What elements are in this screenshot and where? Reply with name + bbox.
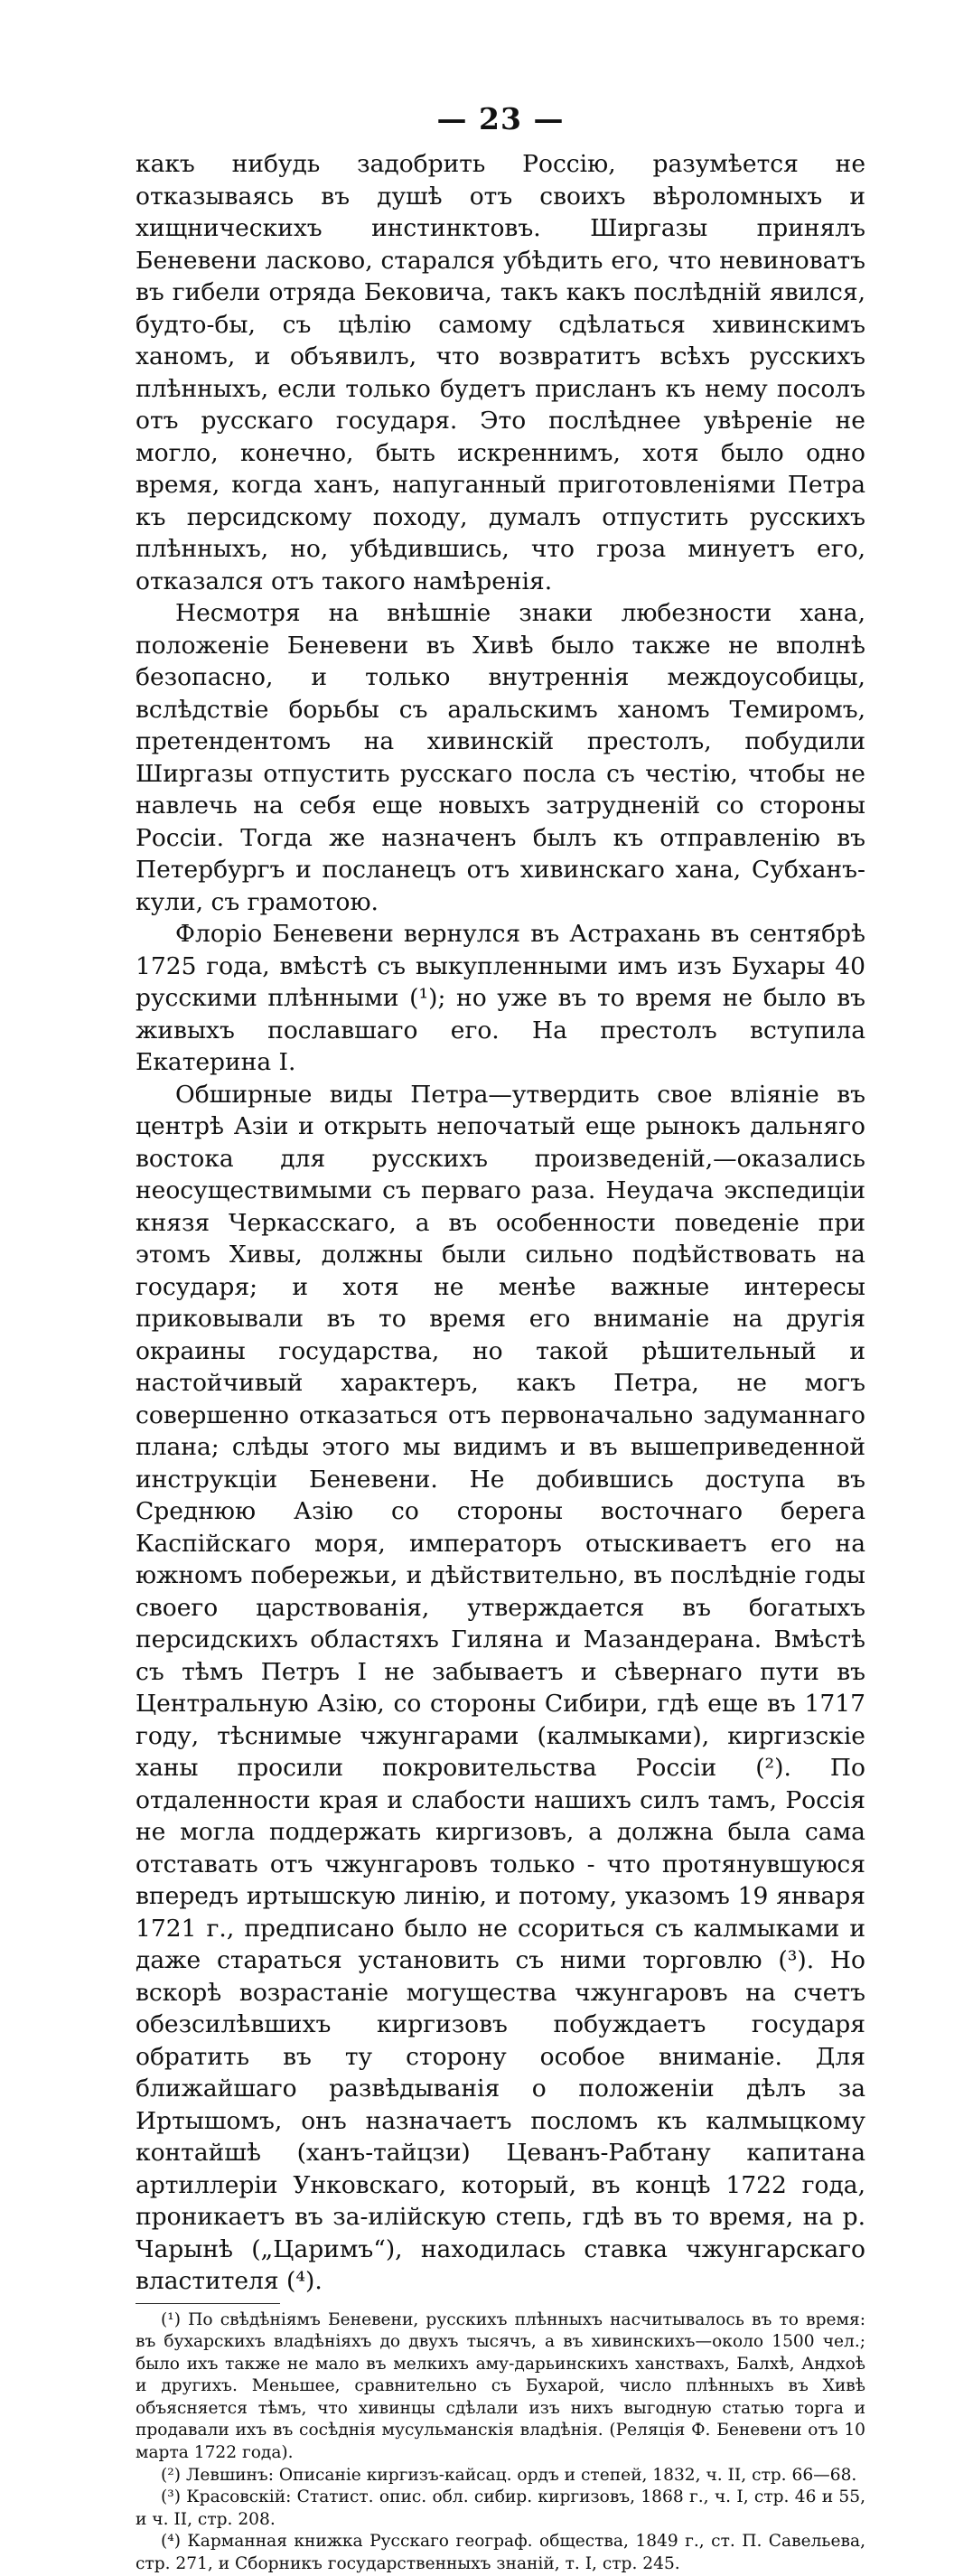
book-page xyxy=(136,99,865,2576)
footnote: (¹) По свѣдѣніямъ Беневени, русскихъ плѣнныхъ насчитывалось въ то время: въ бухарскихъ владѣніяхъ до двухъ тысячъ, а въ хивинскихъ—около 1500 чел.; было ихъ также не мало въ мелкихъ аму-дарьинскихъ ханствахъ, Балхѣ, Андхоѣ и другихъ. Меньшее, сравнительно съ Бухарой, число плѣнныхъ въ Хивѣ объясняется тѣмъ, что хивинцы сдѣлали изъ нихъ выгодную статью торга и продавали ихъ въ сосѣднія мусульманскія владѣнія. (Реляція Ф. Беневени отъ 10 марта 1722 года). xyxy=(136,2309,865,2463)
footnote: (³) Красовскій: Статист. опис. обл. сибир. киргизовъ, 1868 г., ч. I, стр. 46 и 55, и ч. II, стр. 208. xyxy=(136,2487,865,2529)
footnote: (⁴) Карманная книжка Русскаго географ. общества, 1849 г., ст. П. Савельева, стр. 271, и Сборникъ государственныхъ знаній, т. I, стр. 245. xyxy=(136,2532,865,2574)
paragraph: какъ нибудь задобрить Россію, разумѣется не отказываясь въ душѣ отъ своихъ вѣроломныхъ и хищническихъ инстинктовъ. Ширгазы принялъ Беневени ласково, старался убѣдить его, что невиноватъ въ гибели отряда Бековича, такъ какъ послѣдній явился, будто-бы, съ цѣлію самому сдѣлаться хивинскимъ ханомъ, и объявилъ, что возвратитъ всѣхъ русскихъ плѣнныхъ, если только будетъ присланъ къ нему посолъ отъ русскаго государя. Это послѣднее увѣреніе не могло, конечно, быть искреннимъ, хотя было одно время, когда ханъ, напуганный приготовленіями Петра къ персидскому походу, думалъ отпустить русскихъ плѣнныхъ, но, убѣдившись, что гроза минуетъ его, отказался отъ такого намѣренія. xyxy=(136,150,865,595)
footnote-separator xyxy=(136,2303,280,2304)
footnote: (²) Левшинъ: Описаніе киргизъ-кайсац. ордъ и степей, 1832, ч. II, стр. 66—68. xyxy=(161,2465,857,2485)
page-number: — 23 — xyxy=(436,101,565,136)
paragraph: Обширные виды Петра—утвердить свое вліяніе въ центрѣ Азіи и открыть непочатый еще рынокъ дальняго востока для русскихъ произведеній,—оказались неосуществимыми съ перваго раза. Неудача экспедиціи князя Черкасскаго, а въ особенности поведеніе при этомъ Хивы, должны были сильно подѣйствовать на государя; и хотя не менѣе важные интересы приковывали въ то время его вниманіе на другія окраины государства, но такой рѣшительный и настойчивый характеръ, какъ Петра, не могъ совершенно отказаться отъ первоначально задуманнаго плана; слѣды этого мы видимъ и въ вышеприведенной инструкціи Беневени. Не добившись доступа въ Среднюю Азію со стороны восточнаго берега Каспійскаго моря, императоръ отыскиваетъ его на южномъ побережьи, и дѣйствительно, въ послѣдніе годы своего царствованія, утверждается въ богатыхъ персидскихъ областяхъ Гиляна и Мазандерана. Вмѣстѣ съ тѣмъ Петръ I не забываетъ и сѣвернаго пути въ Центральную Азію, со стороны Сибири, гдѣ еще въ 1717 году, тѣснимые чжунгарами (калмыками), киргизскіе ханы просили покровительства Россіи (²). По отдаленности края и слабости нашихъ силъ тамъ, Россія не могла поддержать киргизовъ, а должна была сама отставать отъ чжунгаровъ только - что протянувшуюся впередъ иртышскую линію, и потому, указомъ 19 января 1721 г., предписано было не ссориться съ калмыками и даже стараться установить съ ними торговлю (³). Но вскорѣ возрастаніе могущества чжунгаровъ на счетъ обезсилѣвшихъ киргизовъ побуждаетъ государя обратить въ ту сторону особое вниманіе. Для ближайшаго развѣдыванія о положеніи дѣлъ за Иртышомъ, онъ назначаетъ посломъ къ калмыцкому контайшѣ (ханъ-тайцзи) Цеванъ-Рабтану капитана артиллеріи Унковскаго, который, въ концѣ 1722 года, проникаетъ въ за-илійскую степь, гдѣ въ то время, на р. Чарынѣ („Царимъ“), находилась ставка чжунгарскаго властителя (⁴). xyxy=(136,1080,865,2295)
body-text xyxy=(136,148,865,2298)
paragraph: Несмотря на внѣшніе знаки любезности хана, положеніе Беневени въ Хивѣ было также не вполнѣ безопасно, и только внутреннія междоусобицы, вслѣдствіе борьбы съ аральскимъ ханомъ Темиромъ, претендентомъ на хивинскій престолъ, побудили Ширгазы отпустить русскаго посла съ честію, чтобы не навлечь на себя еще новыхъ затрудненій со стороны Россіи. Тогда же назначенъ былъ къ отправленію въ Петербургъ и посланецъ отъ хивинскаго хана, Субханъ-кули, съ грамотою. xyxy=(136,599,865,916)
paragraph: Флоріо Беневени вернулся въ Астрахань въ сентябрѣ 1725 года, вмѣстѣ съ выкупленными имъ изъ Бухары 40 русскими плѣнными (¹); но уже въ то время не было въ живыхъ пославшаго его. На престолъ вступила Екатерина I. xyxy=(136,920,865,1076)
footnotes xyxy=(136,2309,865,2576)
